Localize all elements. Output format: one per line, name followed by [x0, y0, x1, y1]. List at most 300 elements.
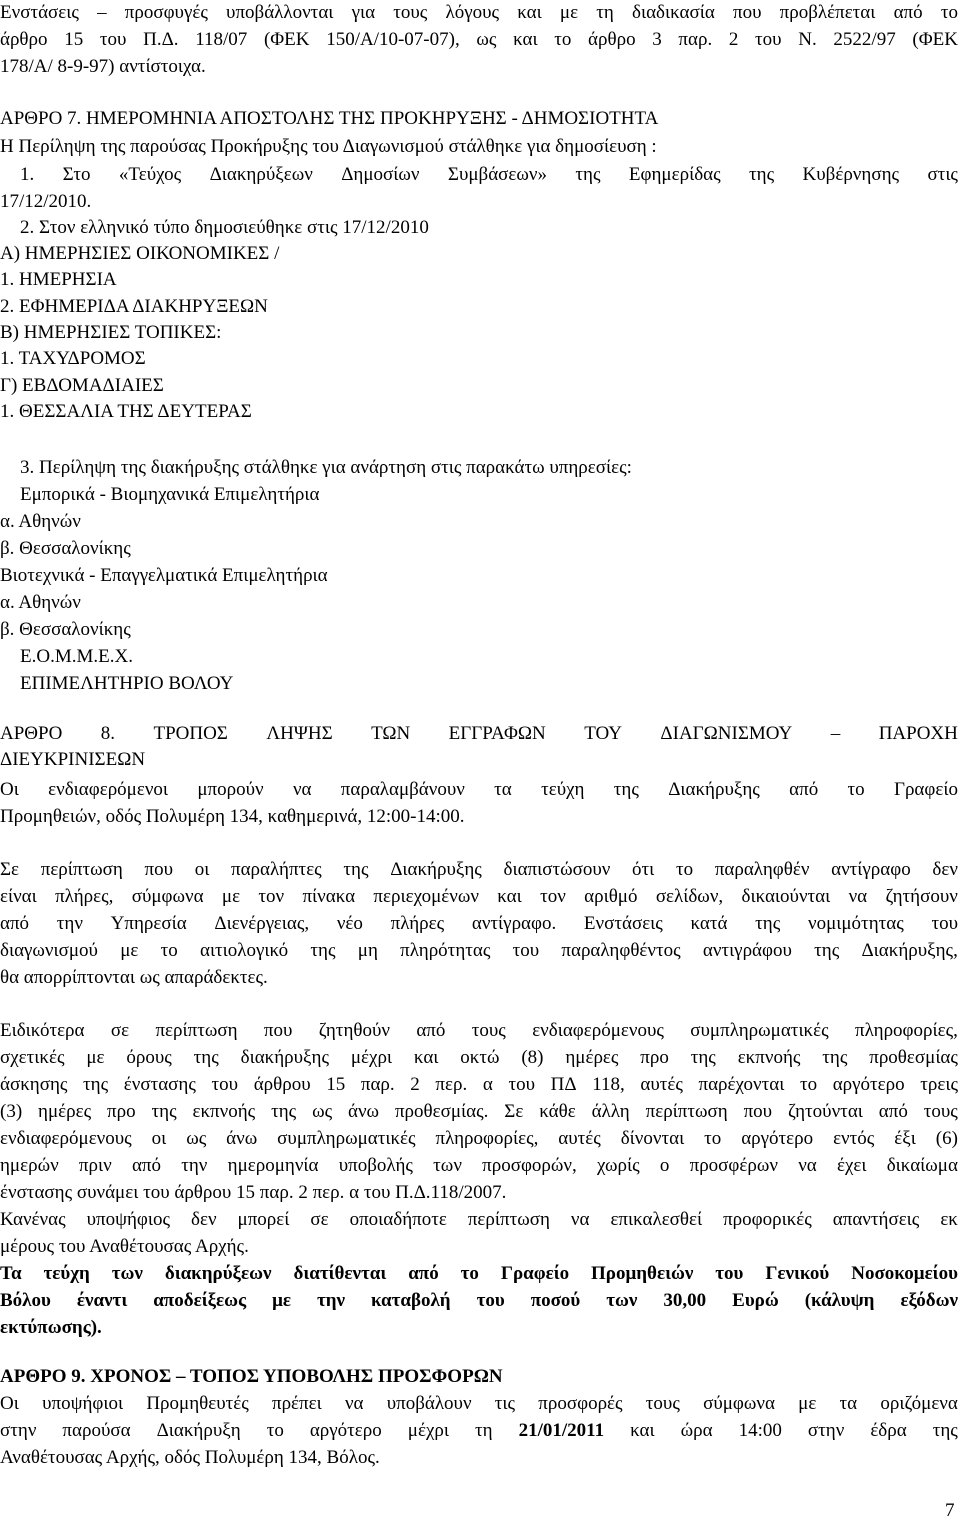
word: από: [416, 1020, 446, 1041]
article8-title-line1: [0, 721, 958, 747]
word: διαπιστώσουν: [503, 859, 611, 880]
word: να: [344, 1393, 364, 1414]
word: ως: [186, 1128, 207, 1149]
word: πρέπει: [271, 1393, 322, 1414]
word: υποβάλουν: [386, 1393, 472, 1414]
word: παραληφθέν: [714, 859, 810, 880]
word: και: [497, 886, 522, 907]
word: οριζόμενα: [880, 1393, 958, 1414]
word: μη: [357, 940, 378, 961]
word: της: [822, 1047, 848, 1068]
word: των: [111, 1263, 143, 1284]
word: κάθε: [539, 1101, 576, 1122]
word: και: [513, 29, 538, 50]
word: με: [798, 1393, 817, 1414]
word: περίπτωση: [467, 1209, 550, 1230]
word: άνω: [226, 1128, 258, 1149]
article8-p4-line: [0, 1207, 958, 1233]
press-list-item: 2. ΕΦΗΜΕΡΙΔΑ ΔΙΑΚΗΡΥΞΕΩΝ: [0, 296, 268, 317]
article8-p3-line: [0, 1045, 958, 1071]
word: να: [848, 886, 868, 907]
word: 2522/97: [833, 29, 896, 50]
word: από: [131, 1155, 161, 1176]
word: Βόλου: [0, 1290, 51, 1311]
word: Ευρώ: [732, 1290, 779, 1311]
word: (ΦΕΚ: [263, 29, 310, 50]
word: του: [512, 940, 540, 961]
word: από: [789, 779, 819, 800]
word: τα: [839, 1393, 858, 1414]
word: –: [830, 723, 841, 744]
chamber-list-item: Εμπορικά - Βιομηχανικά Επιμελητήρια: [20, 484, 320, 505]
word: του: [931, 913, 958, 934]
word: ΤΡΟΠΟΣ: [153, 723, 228, 744]
word: να: [292, 779, 312, 800]
word: άνω: [348, 1101, 380, 1122]
word: Ν.: [798, 29, 817, 50]
article8-p3-line: [0, 1018, 958, 1044]
word: άρθρου: [253, 1074, 311, 1095]
word: έναντι: [76, 1290, 128, 1311]
word: της: [151, 1101, 177, 1122]
word: προβλέπεται: [779, 2, 876, 23]
word: αυτές: [558, 1128, 601, 1149]
word: 30,00: [663, 1290, 707, 1311]
word: οκτώ: [460, 1047, 500, 1068]
word: ημέρες: [38, 1101, 92, 1122]
word: μέχρι: [407, 1420, 449, 1441]
word: σχετικές: [0, 1047, 65, 1068]
word: κατά: [690, 913, 728, 934]
word: της: [271, 1101, 297, 1122]
word: Γραφείο: [893, 779, 958, 800]
word: αιτιολογικό: [199, 940, 289, 961]
word: Διακήρυξης: [390, 859, 482, 880]
chamber-list-item: α. Αθηνών: [0, 511, 81, 532]
word: άλλη: [591, 1101, 630, 1122]
word: της: [613, 779, 639, 800]
word: Οι: [0, 1393, 19, 1414]
word: της: [755, 913, 781, 934]
word: εκ: [940, 1209, 958, 1230]
word: από: [893, 2, 923, 23]
word: πριν: [78, 1155, 112, 1176]
chamber-list-item: Ε.Ο.Μ.Μ.Ε.Χ.: [20, 646, 133, 667]
article8-p3-line: [0, 1126, 958, 1152]
word: πίνακα: [302, 886, 356, 907]
word: 15: [326, 1074, 346, 1095]
word: σύμφωνα: [703, 1393, 775, 1414]
word: στις: [927, 164, 958, 185]
word: αντίγραφο: [831, 859, 911, 880]
word: της: [83, 1074, 109, 1095]
word: υποβολής: [338, 1155, 413, 1176]
word: μπορεί: [237, 1209, 290, 1230]
word: με: [120, 940, 139, 961]
article8-bold-line: [0, 1288, 958, 1314]
word: αντίγραφο.: [471, 913, 557, 934]
word: αργότερο: [741, 1128, 814, 1149]
word: μπορούν: [197, 779, 264, 800]
word: της: [932, 1420, 958, 1441]
word: (8): [521, 1047, 544, 1068]
word: (3): [0, 1101, 23, 1122]
word: ΠΑΡΟΧΗ: [878, 723, 958, 744]
word: συμπληρωματικές: [277, 1128, 416, 1149]
word: ο: [659, 1155, 670, 1176]
word: προσφυγές: [124, 2, 208, 23]
word: από: [0, 913, 30, 934]
word: έχει: [836, 1155, 867, 1176]
objections-line-3: 178/Α/ 8-9-97) αντίστοιχα.: [0, 56, 206, 77]
word: διαδικασία: [632, 2, 715, 23]
word: τη: [596, 2, 614, 23]
word: οποιαδήποτε: [349, 1209, 447, 1230]
objections-line-1: [0, 0, 958, 26]
article8-title-line2: ΔΙΕΥΚΡΙΝΙΣΕΩΝ: [0, 749, 146, 770]
word: προθεσμίας: [869, 1047, 958, 1068]
word: έδρα: [870, 1420, 907, 1441]
word: περίπτωση: [40, 859, 123, 880]
word: Νοσοκομείου: [851, 1263, 958, 1284]
word: καταβολή: [370, 1290, 451, 1311]
word: που: [263, 1020, 293, 1041]
article8-p3-line: [0, 1072, 958, 1098]
word: 14:00: [738, 1420, 782, 1441]
article9-line-1: [0, 1391, 958, 1417]
article7-item3: 3. Περίληψη της διακήρυξης στάλθηκε για ανάρτηση στις παρακάτω υπηρεσίες:: [20, 457, 632, 478]
word: Κυβέρνησης: [802, 164, 900, 185]
press-list-item: Β) ΗΜΕΡΗΣΙΕΣ ΤΟΠΙΚΕΣ:: [0, 322, 222, 343]
word: όρους: [126, 1047, 172, 1068]
word: περ.: [435, 1074, 468, 1095]
page-number: 7: [945, 1500, 955, 1521]
word: είναι: [0, 886, 37, 907]
word: ενδιαφερόμενους: [532, 1020, 664, 1041]
word: παραλήπτες: [231, 859, 322, 880]
word: να: [798, 1155, 817, 1176]
word: με: [86, 1047, 105, 1068]
word: Προμηθευτές: [146, 1393, 249, 1414]
word: αργότερο: [309, 1420, 382, 1441]
word: 1.: [20, 164, 35, 185]
word: ενδιαφερόμενους: [0, 1128, 132, 1149]
word: του: [476, 1290, 505, 1311]
word: Π.Δ.: [143, 29, 179, 50]
word: λόγους: [445, 2, 500, 23]
word: Συμβάσεων»: [447, 164, 547, 185]
word: προφορικές: [723, 1209, 812, 1230]
word: Τα: [0, 1263, 22, 1284]
word: 15: [64, 29, 84, 50]
word: νέο: [336, 913, 363, 934]
word: δίνονται: [620, 1128, 685, 1149]
word: της: [343, 859, 369, 880]
word: τους: [393, 2, 428, 23]
article7-item1-line2: 17/12/2010.: [0, 191, 92, 212]
word: επικαλεσθεί: [610, 1209, 703, 1230]
word: το: [675, 859, 694, 880]
word: (ΦΕΚ: [912, 29, 958, 50]
word: το: [799, 1074, 818, 1095]
word: 118/07: [195, 29, 248, 50]
word: προσφέρων: [689, 1155, 778, 1176]
article8-bold-line: [0, 1261, 958, 1287]
article8-p1-line: Προμηθειών, οδός Πολυμέρη 134, καθημερινά, 12:00-14:00.: [0, 806, 465, 827]
word: πλήρες,: [55, 886, 114, 907]
word: 2: [410, 1074, 420, 1095]
word: υποψήφιος: [86, 1209, 171, 1230]
word: διατίθενται: [293, 1263, 387, 1284]
word: το: [554, 29, 572, 50]
word: σελίδων,: [655, 886, 724, 907]
word: ΔΙΑΓΩΝΙΣΜΟΥ: [660, 723, 793, 744]
word: άρθρο: [0, 29, 48, 50]
word: προθεσμίας.: [394, 1101, 489, 1122]
word: του: [715, 1263, 744, 1284]
word: με: [272, 1290, 291, 1311]
word: ΑΡΘΡΟ: [0, 723, 63, 744]
word: της: [814, 940, 840, 961]
article9-line-2: [0, 1418, 958, 1444]
word: που: [732, 2, 762, 23]
word: δεν: [932, 859, 958, 880]
word: διακηρύξεων: [164, 1263, 272, 1284]
article8-p3-line: [0, 1153, 958, 1179]
word: και: [630, 1420, 655, 1441]
word: ζητήσουν: [885, 886, 958, 907]
word: Υπηρεσία: [110, 913, 187, 934]
word: των: [606, 1290, 638, 1311]
chamber-list-item: ΕΠΙΜΕΛΗΤΗΡΙΟ ΒΟΛΟΥ: [20, 673, 234, 694]
word: πληροφορίες,: [855, 1020, 958, 1041]
word: Ειδικότερα: [0, 1020, 85, 1041]
word: παρούσα: [62, 1420, 131, 1441]
word: (κάλυψη: [804, 1290, 875, 1311]
word: το: [940, 2, 958, 23]
word: έξι: [894, 1128, 916, 1149]
word: παρ.: [360, 1074, 395, 1095]
word: που: [743, 1101, 773, 1122]
word: δεν: [191, 1209, 217, 1230]
chamber-list-item: α. Αθηνών: [0, 592, 81, 613]
press-list-item: 1. ΗΜΕΡΗΣΙΑ: [0, 269, 117, 290]
word: Σε: [504, 1101, 524, 1122]
word: προσφορών,: [482, 1155, 577, 1176]
word: παρ.: [678, 29, 713, 50]
word: και: [517, 2, 542, 23]
word: τους: [645, 1393, 680, 1414]
word: του: [508, 1074, 535, 1095]
word: της: [193, 1047, 219, 1068]
word: τις: [494, 1393, 516, 1414]
word: πληροφορίες,: [435, 1128, 539, 1149]
word: περίπτωση: [155, 1020, 238, 1041]
word: της: [749, 164, 775, 185]
press-list-item: 1. ΤΑΧΥΔΡΟΜΟΣ: [0, 348, 146, 369]
word: δικαίωμα: [886, 1155, 958, 1176]
word: της: [690, 1047, 716, 1068]
word: ΤΩΝ: [371, 723, 411, 744]
word: το: [460, 1263, 479, 1284]
word: πληρότητας: [400, 940, 491, 961]
word: Διενέργειας,: [214, 913, 310, 934]
press-list-item: Α) ΗΜΕΡΗΣΙΕΣ ΟΙΚΟΝΟΜΙΚΕΣ /: [0, 243, 280, 264]
word: Διακηρύξεων: [209, 164, 313, 185]
word: ζητούνται: [787, 1101, 863, 1122]
word: ΠΔ: [550, 1074, 577, 1095]
word: οι: [151, 1128, 167, 1149]
word: χωρίς: [597, 1155, 640, 1176]
word: ΤΟΥ: [584, 723, 622, 744]
article8-p3-line: [0, 1099, 958, 1125]
chamber-list-item: β. Θεσσαλονίκης: [0, 619, 131, 640]
word: περιεχομένων: [373, 886, 479, 907]
article8-p1-line: [0, 777, 958, 803]
word: το: [266, 1420, 284, 1441]
word: εκπνοής: [737, 1047, 801, 1068]
article7-item1-line1: [20, 162, 958, 188]
word: α: [482, 1074, 493, 1095]
article8-p2-line: θα απορρίπτονται ως απαράδεκτες.: [0, 967, 268, 988]
word: αντιγράφου: [702, 940, 792, 961]
word: με: [221, 886, 241, 907]
word: για: [351, 2, 376, 23]
word: το: [704, 1128, 722, 1149]
word: ΕΓΓΡΑΦΩΝ: [448, 723, 546, 744]
article8-p3-line: ένστασης συνάμει του άρθρου 15 παρ. 2 περ. α του Π.Δ.118/2007.: [0, 1182, 507, 1203]
word: 2: [728, 29, 739, 50]
word: της: [310, 940, 336, 961]
word: προ: [107, 1101, 136, 1122]
chamber-list-item: β. Θεσσαλονίκης: [0, 538, 131, 559]
word: τρεις: [920, 1074, 958, 1095]
word: ενδιαφερόμενοι: [48, 779, 169, 800]
word: σε: [110, 1020, 130, 1041]
word: Διακήρυξης: [668, 779, 760, 800]
word: των: [433, 1155, 462, 1176]
article8-p2-line: [0, 857, 958, 883]
word: παρέχονται: [698, 1074, 785, 1095]
word: αυτές: [640, 1074, 683, 1095]
word: 3: [652, 29, 662, 50]
word: απαντήσεις: [832, 1209, 920, 1230]
word: από: [408, 1263, 439, 1284]
word: ημερομηνία: [227, 1155, 319, 1176]
word: περίπτωση: [645, 1101, 728, 1122]
word: παραληφθέντος: [561, 940, 681, 961]
word: την: [181, 1155, 208, 1176]
word: τεύχη: [43, 1263, 90, 1284]
word: Κανένας: [0, 1209, 66, 1230]
article8-p2-line: [0, 911, 958, 937]
word: Γραφείο: [500, 1263, 570, 1284]
chamber-list-item: Βιοτεχνικά - Επαγγελματικά Επιμελητήρια: [0, 565, 328, 586]
word: ζητηθούν: [318, 1020, 390, 1041]
word: στην: [0, 1420, 37, 1441]
word: να: [570, 1209, 590, 1230]
word: τη: [475, 1420, 493, 1441]
word: υποβάλλονται: [226, 2, 334, 23]
article7-item2: 2. Στον ελληνικό τύπο δημοσιεύθηκε στις 17/12/2010: [20, 217, 429, 238]
word: τον: [540, 886, 566, 907]
word: με: [559, 2, 579, 23]
word: διαγωνισμού: [0, 940, 98, 961]
word: και: [413, 1047, 439, 1068]
word: προ: [640, 1047, 669, 1068]
word: (6): [935, 1128, 958, 1149]
word: ημέρες: [565, 1047, 619, 1068]
word: τους: [923, 1101, 958, 1122]
word: ως: [312, 1101, 333, 1122]
press-list-item: Γ) ΕΒΔΟΜΑΔΙΑΙΕΣ: [0, 375, 164, 396]
word: 8.: [100, 723, 116, 744]
word: δικαιούνται: [741, 886, 831, 907]
deadline-date: 21/01/2011: [518, 1420, 605, 1441]
word: –: [97, 2, 107, 23]
word: του: [211, 1074, 239, 1095]
word: ώρα: [680, 1420, 713, 1441]
word: Σε: [0, 859, 20, 880]
word: Ενστάσεις: [583, 913, 663, 934]
word: το: [847, 779, 865, 800]
article7-title: ΑΡΘΡΟ 7. ΗΜΕΡΟΜΗΝΙΑ ΑΠΟΣΤΟΛΗΣ ΤΗΣ ΠΡΟΚΗΡΥΞΗΣ - ΔΗΜΟΣΙΟΤΗΤΑ: [0, 108, 659, 129]
word: νομιμότητας: [807, 913, 904, 934]
word: του: [99, 29, 127, 50]
word: τα: [494, 779, 512, 800]
article9-line-3: Αναθέτουσας Αρχής, οδός Πολυμέρη 134, Βόλος.: [0, 1447, 380, 1468]
press-list-item: 1. ΘΕΣΣΑΛΙΑ ΤΗΣ ΔΕΥΤΕΡΑΣ: [0, 401, 252, 422]
word: Ενστάσεις: [0, 2, 79, 23]
word: ημερών: [0, 1155, 59, 1176]
word: αποδείξεως: [153, 1290, 247, 1311]
word: πλήρες: [390, 913, 445, 934]
word: ένστασης: [123, 1074, 196, 1095]
word: 150/Α/10-07-07),: [326, 29, 460, 50]
article8-p2-line: [0, 884, 958, 910]
word: υποψήφιοι: [42, 1393, 124, 1414]
word: «Τεύχος: [118, 164, 182, 185]
word: ότι: [632, 859, 655, 880]
word: Διακήρυξης,: [861, 940, 958, 961]
word: άσκησης: [0, 1074, 68, 1095]
article8-bold-line: εκτύπωσης).: [0, 1317, 102, 1338]
word: την: [56, 913, 83, 934]
word: Στο: [62, 164, 91, 185]
word: αριθμό: [584, 886, 638, 907]
word: τον: [258, 886, 285, 907]
word: διακήρυξης: [240, 1047, 329, 1068]
word: 118,: [592, 1074, 625, 1095]
word: εκπνοής: [192, 1101, 256, 1122]
word: τους: [471, 1020, 506, 1041]
word: προσφορές: [538, 1393, 623, 1414]
word: στην: [807, 1420, 845, 1441]
word: αργότερο: [832, 1074, 905, 1095]
objections-line-2: [0, 27, 958, 53]
word: ποσού: [530, 1290, 581, 1311]
word: σε: [310, 1209, 329, 1230]
word: από: [878, 1101, 908, 1122]
word: την: [316, 1290, 345, 1311]
word: οι: [194, 859, 210, 880]
word: Οι: [0, 779, 19, 800]
word: ως: [476, 29, 497, 50]
word: σύμφωνα: [131, 886, 204, 907]
word: Διακήρυξη: [156, 1420, 241, 1441]
word: μέχρι: [350, 1047, 393, 1068]
article7-intro: Η Περίληψη της παρούσας Προκήρυξης του Διαγωνισμού στάλθηκε για δημοσίευση :: [0, 136, 657, 157]
